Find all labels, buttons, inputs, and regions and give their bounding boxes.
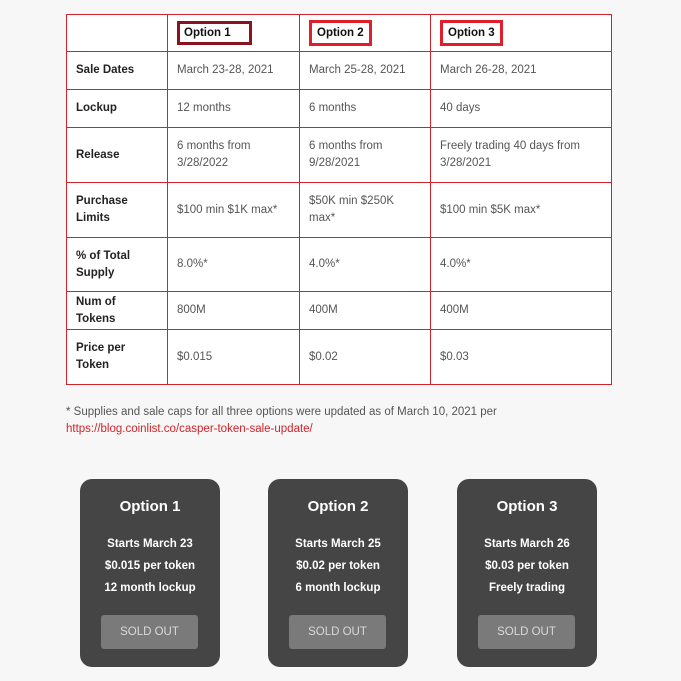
header-cell-option-1 [168, 15, 300, 52]
sold-out-button[interactable]: SOLD OUT [289, 615, 386, 649]
row-label-lockup: Lockup [67, 90, 168, 128]
table-row [67, 128, 612, 183]
card-title: Option 3 [496, 498, 558, 515]
table-cell: March 25-28, 2021 [300, 52, 431, 90]
table-cell: $100 min $5K max* [431, 183, 612, 238]
table-cell: 6 months [300, 90, 431, 128]
table-cell: March 23-28, 2021 [168, 52, 300, 90]
table-row [67, 183, 612, 238]
table-row [67, 238, 612, 292]
table-cell: 800M [168, 292, 300, 330]
comparison-table [66, 14, 612, 385]
table-row [67, 52, 612, 90]
card-price: $0.02 per token [296, 560, 380, 572]
card-start-date: Starts March 26 [484, 538, 570, 550]
card-start-date: Starts March 25 [295, 538, 381, 550]
card-title: Option 1 [119, 498, 181, 515]
table-cell: 12 months [168, 90, 300, 128]
row-label-num-tokens: Num of Tokens [67, 292, 168, 330]
header-cell-option-2 [300, 15, 431, 52]
row-label-purchase-limits: Purchase Limits [67, 183, 168, 238]
option-3-header-label: Option 3 [440, 20, 503, 46]
option-1-header-label: Option 1 [177, 21, 252, 45]
card-start-date: Starts March 23 [107, 538, 193, 550]
card-title: Option 2 [307, 498, 369, 515]
sold-out-button[interactable]: SOLD OUT [101, 615, 198, 649]
table-cell: $100 min $1K max* [168, 183, 300, 238]
option-1-card [80, 479, 220, 667]
table-corner-cell [67, 15, 168, 52]
table-cell: March 26-28, 2021 [431, 52, 612, 90]
table-cell: 6 months from 9/28/2021 [300, 128, 431, 183]
table-cell: $0.02 [300, 330, 431, 385]
card-lockup: 12 month lockup [104, 582, 196, 594]
table-cell: 400M [300, 292, 431, 330]
card-price: $0.03 per token [485, 560, 569, 572]
row-label-total-supply: % of Total Supply [67, 238, 168, 292]
row-label-release: Release [67, 128, 168, 183]
table-cell: 8.0%* [168, 238, 300, 292]
table-cell: Freely trading 40 days from 3/28/2021 [431, 128, 612, 183]
table-cell: $0.03 [431, 330, 612, 385]
table-row [67, 330, 612, 385]
table-header-row [67, 15, 612, 52]
row-label-sale-dates: Sale Dates [67, 52, 168, 90]
option-3-card [457, 479, 597, 667]
footnote [66, 404, 616, 438]
option-2-card [268, 479, 408, 667]
table-cell: 40 days [431, 90, 612, 128]
table-row [67, 90, 612, 128]
table-row [67, 292, 612, 330]
footnote-link[interactable]: https://blog.coinlist.co/casper-token-sale-update/ [66, 423, 313, 435]
table-cell: 4.0%* [300, 238, 431, 292]
row-label-price-per-token: Price per Token [67, 330, 168, 385]
card-lockup: 6 month lockup [295, 582, 381, 594]
card-price: $0.015 per token [104, 560, 196, 572]
option-2-header-label: Option 2 [309, 20, 372, 46]
table-cell: $50K min $250K max* [300, 183, 431, 238]
card-lockup: Freely trading [488, 582, 566, 594]
table-cell: 4.0%* [431, 238, 612, 292]
footnote-text: * Supplies and sale caps for all three options were updated as of March 10, 2021 per [66, 406, 497, 418]
table-cell: $0.015 [168, 330, 300, 385]
sold-out-button[interactable]: SOLD OUT [478, 615, 575, 649]
table-cell: 6 months from 3/28/2022 [168, 128, 300, 183]
table-cell: 400M [431, 292, 612, 330]
header-cell-option-3 [431, 15, 612, 52]
